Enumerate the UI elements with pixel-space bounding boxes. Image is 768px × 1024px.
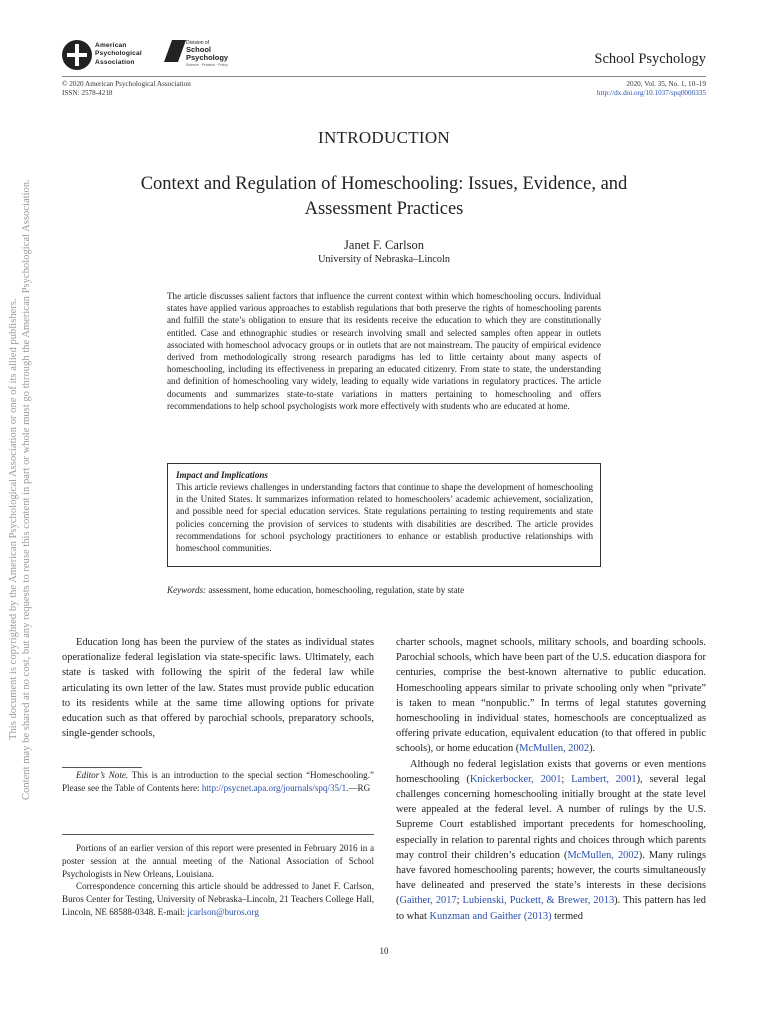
toc-link[interactable]: http://psycnet.apa.org/journals/spq/35/1 [201, 782, 347, 793]
citation-link[interactable]: Lambert, 2001 [571, 773, 637, 785]
author-name: Janet F. Carlson [344, 238, 424, 252]
citation-link[interactable]: Knickerbocker, 2001 [469, 773, 562, 785]
impact-heading: Impact and Implications [176, 470, 268, 480]
page-number: 10 [379, 946, 389, 956]
body-paragraph: Although no federal legislation exists that governs or even mentions homeschooling (Knickerbocker, 2001; Lambert, 2001), several legal challenges concerning homeschooling initially brought at the state level were appealed at the federal level. A number of rulings by the U.S. Supreme Court established important precedents for homeschooling, especially in relation to parental rights and choices through which parents may control their children’s education (McMullen, 2002). Many rulings have favored homeschooling parents; however, the courts simultaneously have delineated and preserved the state’s interests in these decisions (Gaither, 2017; Lubienski, Puckett, & Brewer, 2013). This pattern has led to what Kunzman and Gaither (2013) termed [396, 758, 706, 922]
correspondence-note [62, 880, 374, 918]
apa-seal-icon [62, 40, 92, 70]
editors-note-text: This is an introduction to the special section “Homeschooling.” Please see the Table of Contents here: [62, 770, 374, 793]
keywords-label: Keywords: [167, 585, 207, 595]
apa-logo-text: American Psychological Association [95, 42, 142, 66]
left-column [62, 635, 374, 741]
portions-note: Portions of an earlier version of this report were presented in February 2016 in a poster session at the annual meeting of the National Association of School Psychologists in New Orleans, Louisiana. [62, 843, 374, 879]
citation-block [597, 80, 706, 97]
division-school-psychology-logo: Division of School Psychology Science · Practice · Policy [168, 40, 228, 74]
correspondence-text: Correspondence concerning this article should be addressed to Janet F. Carlson, Buros Center for Testing, University of Nebraska–Lincoln, 21 Teachers College Hall, Lincoln, NE 68588-0348. E-mail: [62, 881, 374, 917]
keywords-list: assessment, home education, homeschooling, regulation, state by state [208, 585, 465, 595]
editors-note-end: .—RG [346, 782, 371, 793]
header-rule [62, 76, 706, 77]
keywords [167, 585, 464, 595]
body-paragraph: charter schools, magnet schools, military schools, and boarding schools. Parochial schools, which have been part of the U.S. education diaspora for centuries, comprise the best-known alternative to public education. Homeschooling appears similar to private schooling only when “private” is taken to mean “nonpublic.” In terms of legal statutes governing homeschooling in individual states, homeschools are conceptualized as offering private education, equivalent education (to that offered in public schools), or home education (McMullen, 2002). [396, 637, 706, 755]
doi-link[interactable]: http://dx.doi.org/10.1037/spq0000335 [596, 88, 706, 97]
author-footnotes [62, 842, 374, 919]
citation-link[interactable]: Kunzman and Gaither (2013) [429, 910, 552, 922]
editors-note [62, 769, 374, 795]
division-mark-icon [164, 40, 186, 62]
copyright-block [62, 80, 191, 97]
citation-link[interactable]: Lubienski, Puckett, & Brewer, 2013 [462, 895, 615, 907]
citation-link[interactable]: Gaither, 2017 [399, 895, 457, 907]
body-paragraph: Education long has been the purview of the states as individual states operationalize federal legislation via state-specific laws. Ultimately, each state is tasked with following the spirit of the federal law while articulating its own letter of the law. States must provide public education to its residents while at the same time allowing options for private education such as that offered by parochial schools, preparatory schools, single-gender schools, [62, 637, 374, 740]
author-affiliation: University of Nebraska–Lincoln [318, 254, 450, 265]
editors-note-label: Editor’s Note. [76, 770, 129, 780]
copyright-line: © 2020 American Psychological Association [62, 80, 191, 88]
footnote-divider [62, 834, 374, 835]
section-heading: INTRODUCTION [317, 128, 451, 147]
side-notice-line-1: This document is copyrighted by the American Psychological Association or one of its allied publishers. [8, 298, 19, 740]
email-link[interactable]: jcarlson@buros.org [187, 906, 259, 917]
side-notice-line-2: Content may be shared at no cost, but any requests to reuse this content in part or whole must go through the American Psychological Association. [21, 179, 32, 800]
impact-text: This article reviews challenges in understanding factors that continue to shape the development of homeschooling in the United States. It summarizes information related to homeschoolers’ academic achievement, socialization, and possible need for special education services. State regulations pertaining to testing requirements and state policies concerning the provision of services to students with disabilities are described. The article provides recommendations for school psychology practitioners to enhance or establish productive relationships with homeschool communities. [176, 482, 593, 554]
citation-link[interactable]: McMullen, 2002 [519, 743, 590, 755]
issn-line: ISSN: 2578-4218 [62, 88, 113, 97]
footnote-rule [62, 767, 142, 768]
citation-line: 2020, Vol. 35, No. 1, 10–19 [626, 80, 706, 88]
article-title: Context and Regulation of Homeschooling: Issues, Evidence, and Assessment Practices [140, 174, 628, 219]
journal-name: School Psychology [594, 51, 706, 67]
apa-logo [62, 40, 154, 72]
abstract: The article discusses salient factors that influence the current context within which homeschooling occurs. Individual states have applied various approaches to establish regulations that both preserve the rights of homeschooling parents and fulfill the state’s obligation to ensure that its residents receive the education to which they are constitutionally entitled. Case and ethnographic studies or research involving small and selected samples often appear in outlets associated with homeschool advocacy groups or in outlets that are not mainstream. The paucity of empirical evidence derived from methodologically strong research paradigms has led to little certainty about many aspects of homeschooling, including its effectiveness in preparing an educated citizenry. From state to state, the understanding and definition of homeschooling vary widely, leading to equally wide variations in regulatory practices. The article documents and summarizes state-to-state variations in matters pertaining to homeschooling and offers recommendations to help school psychologists work more effectively with students who are educated at home. [167, 291, 601, 411]
impact-box [167, 463, 601, 567]
right-column [396, 635, 706, 924]
citation-link[interactable]: McMullen, 2002 [567, 849, 639, 861]
